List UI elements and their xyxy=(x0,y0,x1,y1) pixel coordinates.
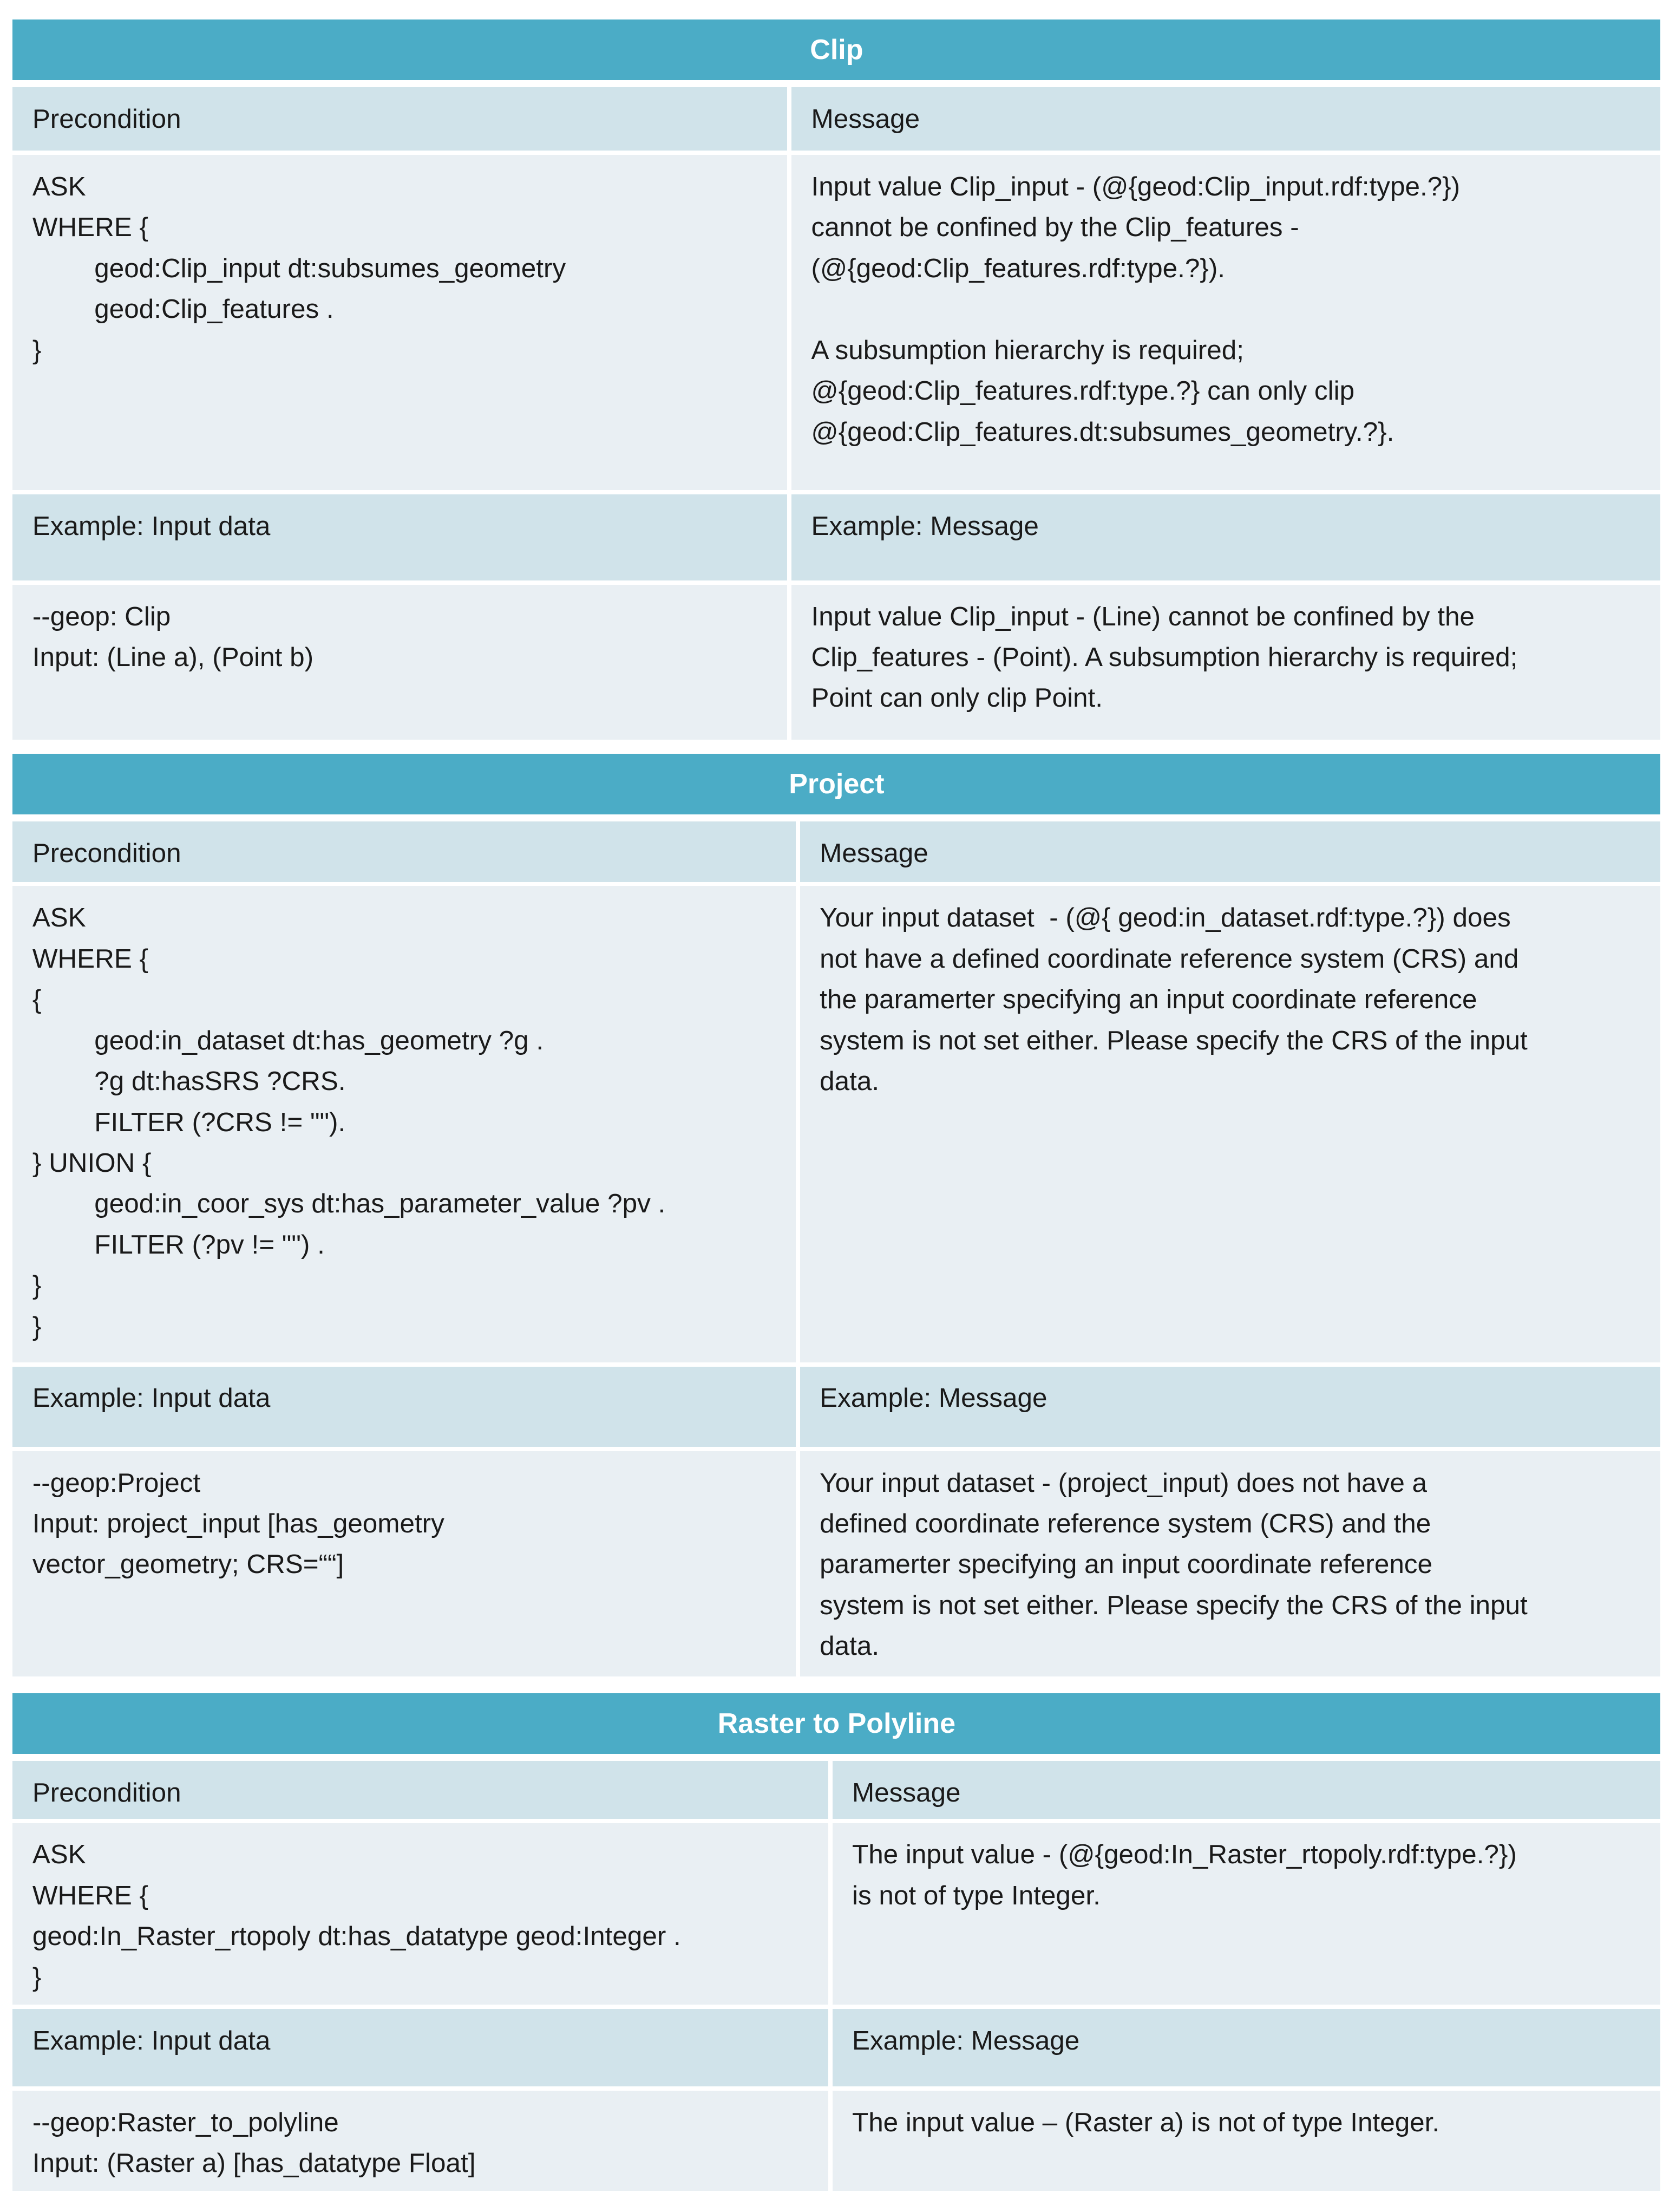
example-input: --geop: Clip Input: (Line a), (Point b) xyxy=(12,585,787,740)
precondition-query: ASK WHERE { geod:In_Raster_rtopoly dt:has_datatype geod:Integer . } xyxy=(12,1823,828,2005)
raster-to-polyline-section xyxy=(12,1693,1660,2192)
example-input: --geop:Project Input: project_input [has_geometry vector_geometry; CRS=““] xyxy=(12,1451,796,1676)
example-input-header: Example: Input data xyxy=(12,1367,796,1447)
example-message-header: Example: Message xyxy=(800,1367,1661,1447)
section-title: Project xyxy=(12,754,1660,814)
example-message-header: Example: Message xyxy=(791,494,1660,580)
example-message: Input value Clip_input - (Line) cannot be confined by the Clip_features - (Point). A subsumption hierarchy is required; Point can only clip Point. xyxy=(791,585,1660,740)
example-message-header: Example: Message xyxy=(833,2009,1661,2086)
project-section xyxy=(12,754,1660,1678)
example-input-header: Example: Input data xyxy=(12,2009,828,2086)
example-input-header: Example: Input data xyxy=(12,494,787,580)
precondition-query: ASK WHERE { geod:Clip_input dt:subsumes_geometry geod:Clip_features . } xyxy=(12,155,787,490)
message-text: The input value - (@{geod:In_Raster_rtopoly.rdf:type.?}) is not of type Integer. xyxy=(833,1823,1661,2005)
message-text: Input value Clip_input - (@{geod:Clip_input.rdf:type.?}) cannot be confined by the Clip_features - (@{geod:Clip_features.rdf:type.?}). A subsumption hierarchy is required; @{geod:Clip_features.rdf:type.?} can only clip @{geod:Clip_features.dt:subsumes_geometry.?}. xyxy=(791,155,1660,490)
section-title: Raster to Polyline xyxy=(12,1693,1660,1754)
example-message: The input value – (Raster a) is not of type Integer. xyxy=(833,2091,1661,2191)
precondition-header: Precondition xyxy=(12,821,796,882)
message-text: Your input dataset - (@{ geod:in_dataset.rdf:type.?}) does not have a defined coordinate reference system (CRS) and the paramerter specifying an input coordinate reference system is not set either. Please specify the CRS of the input data. xyxy=(800,886,1661,1362)
precondition-header: Precondition xyxy=(12,87,787,151)
message-header: Message xyxy=(791,87,1660,151)
clip-section xyxy=(12,19,1660,741)
message-header: Message xyxy=(800,821,1661,882)
section-title: Clip xyxy=(12,19,1660,80)
example-input: --geop:Raster_to_polyline Input: (Raster a) [has_datatype Float] xyxy=(12,2091,828,2191)
message-header: Message xyxy=(833,1761,1661,1819)
example-message: Your input dataset - (project_input) does not have a defined coordinate reference system (CRS) and the paramerter specifying an input coordinate reference system is not set either. Please specify the CRS of the input data. xyxy=(800,1451,1661,1676)
precondition-header: Precondition xyxy=(12,1761,828,1819)
precondition-query: ASK WHERE { { geod:in_dataset dt:has_geometry ?g . ?g dt:hasSRS ?CRS. FILTER (?CRS != ""). } UNION { geod:in_coor_sys dt:has_parameter_value ?pv . FILTER (?pv != "") . } } xyxy=(12,886,796,1362)
